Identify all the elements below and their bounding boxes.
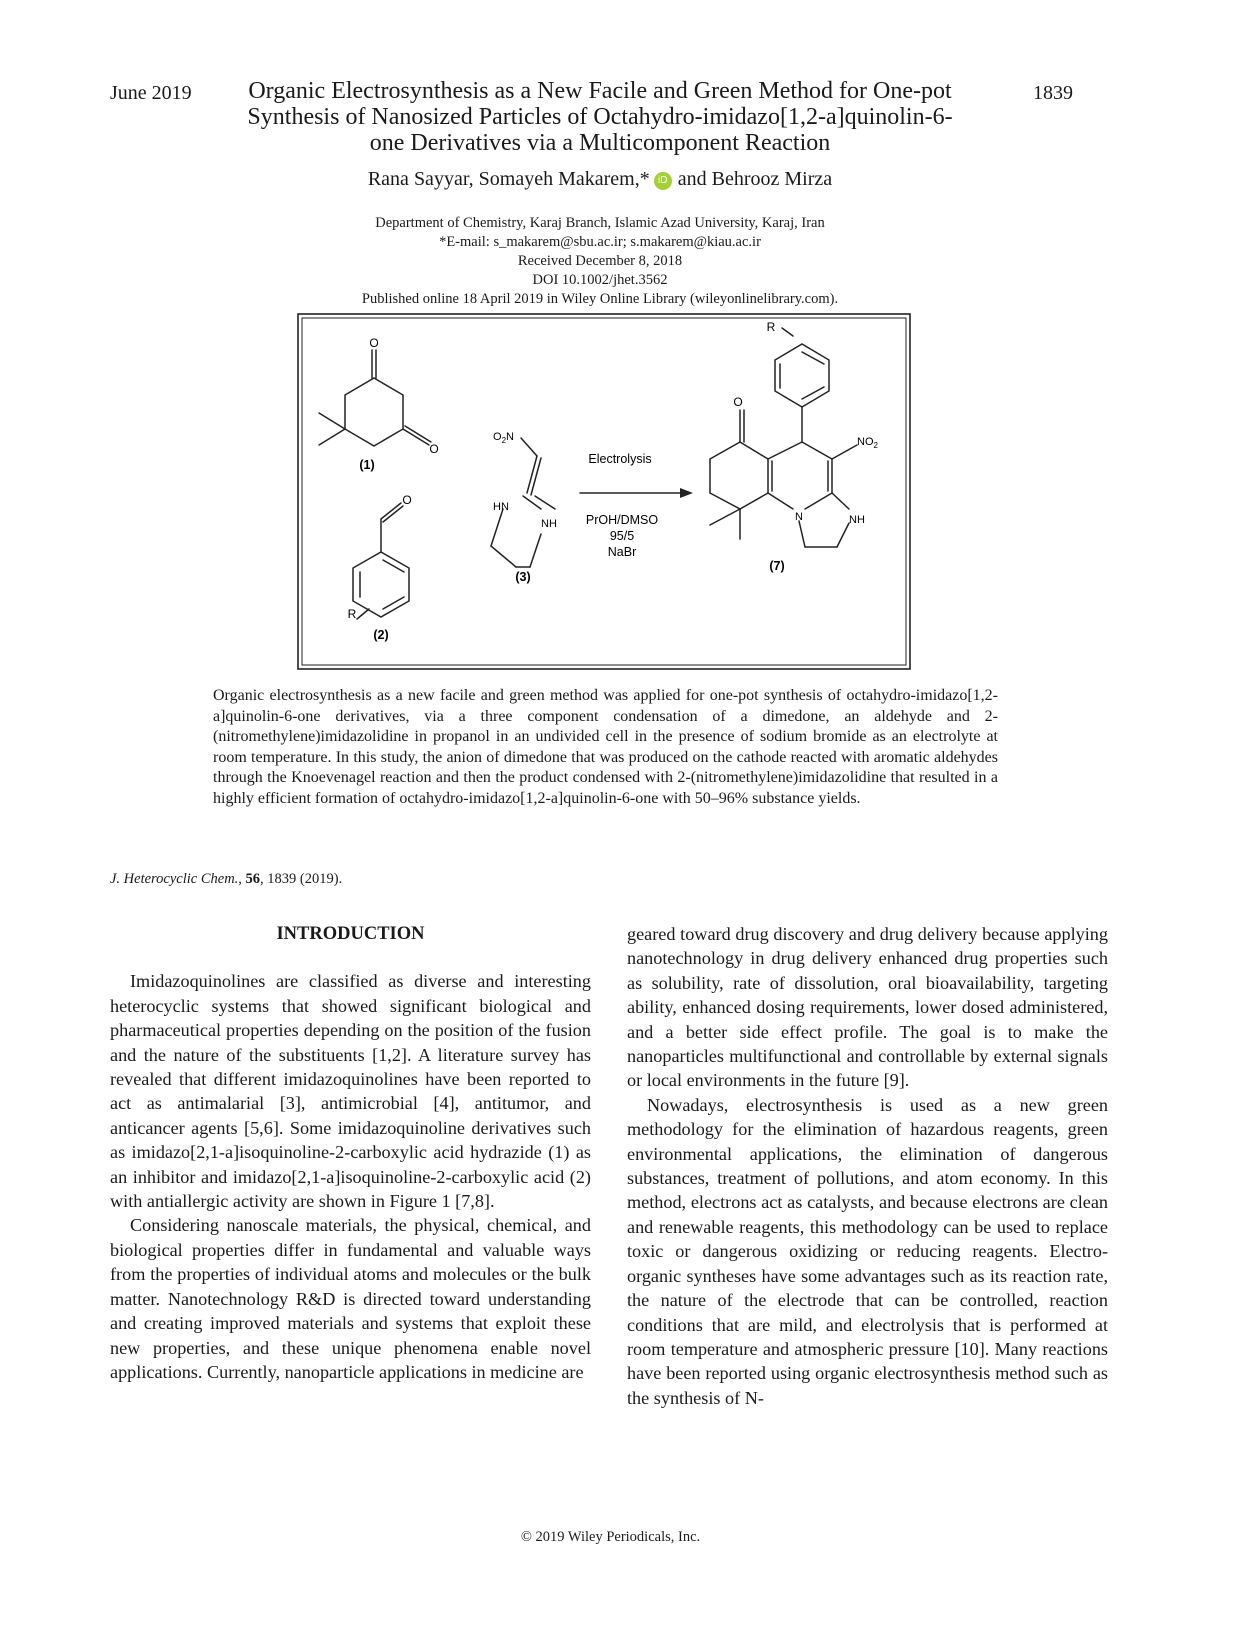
copyright-footer: © 2019 Wiley Periodicals, Inc. [520, 1529, 701, 1545]
atom-label: NH [541, 518, 557, 530]
atom-label: O [429, 442, 439, 456]
article-title: Organic Electrosynthesis as a New Facile and Green Method for One-pot Synthesis of Nanosized Particles of Octahydro-imidazo[1,2-a]quinolin-6-one Derivatives via a Multicomponent Reaction [247, 78, 953, 156]
arrow-condition: 95/5 [609, 529, 635, 543]
atom-label: N [795, 511, 803, 523]
nitro-group-label: $O_2N$ [493, 431, 514, 445]
paragraph: Nowadays, electrosynthesis is used as a new green methodology for the elimination of hazardous reagents, green environmental applications, the elimination of dangerous substances, treatment of pollutions, and atom economy. In this method, electrons act as catalysts, and because electrons are clean and renewable reagents, this methodology can be used to replace toxic or dangerous oxidizing or reducing reagents. Electro-organic syntheses have some advantages such as its reaction rate, the nature of the electrode that can be controlled, reaction conditions that are mild, and electrolysis that is performed at room temperature and atmospheric pressure [10]. Many reactions have been reported using organic electrosynthesis method such as the synthesis of N- [627, 1094, 1108, 1408]
paragraph: Imidazoquinolines are classified as diverse and interesting heterocyclic systems that showed significant biological and pharmaceutical properties depending on the position of the fusion and the nature of the substituents [1,2]. A literature survey has revealed that different imidazoquinolines have been reported to act as antimalarial [3], antimicrobial [4], antitumor, and anticancer agents [5,6]. Some imidazoquinoline derivatives such as imidazo[2,1-a]isoquinoline-2-carboxylic acid hydrazide (1) as an inhibitor and imidazo[2,1-a]isoquinoline-2-carboxylic acid (2) with antiallergic activity are shown in Figure 1 [7,8]. [110, 971, 591, 1212]
page-number: 1839 [1033, 82, 1073, 104]
header-date: June 2019 [110, 82, 192, 104]
volume: 56 [245, 871, 261, 887]
atom-label: O [369, 336, 379, 350]
compound-label: (3) [515, 570, 531, 584]
affiliation-block [200, 214, 1000, 309]
compound-label: (2) [373, 628, 389, 642]
body-column-right [627, 922, 1108, 1410]
arrow-condition: PrOH/DMSO [585, 513, 659, 527]
received-date: Received December 8, 2018 [517, 253, 683, 269]
paragraph: Considering nanoscale materials, the physical, chemical, and biological properties differ in fundamental and valuable ways from the properties of individual atoms and molecules or the bulk matter. Nanotechnology R&D is directed toward understanding and creating improved materials and systems that exploit these new properties, and these unique phenomena enable novel applications. Currently, nanoparticle applications in medicine are [110, 1215, 591, 1382]
substituent-label: R [766, 320, 776, 334]
author-line [235, 168, 965, 191]
atom-label: O [402, 493, 412, 507]
substituent-label: R [347, 607, 357, 621]
journal-citation: J. Heterocyclic Chem., 56, 1839 (2019). [110, 871, 343, 887]
arrow-reagent: Electrolysis [588, 452, 652, 466]
section-heading: INTRODUCTION [276, 924, 425, 944]
reaction-scheme [297, 313, 911, 670]
authors-last: and Behrooz Mirza [677, 168, 833, 190]
email-line: *E-mail: s_makarem@sbu.ac.ir; s.makarem@kiau.ac.ir [439, 234, 761, 250]
orcid-icon[interactable]: iD [654, 172, 672, 190]
arrow-condition: NaBr [607, 545, 637, 559]
atom-label: O [733, 395, 743, 409]
body-column-left [110, 922, 591, 1384]
compound-label: (1) [359, 458, 375, 472]
atom-label: HN [493, 501, 509, 513]
doi: DOI 10.1002/jhet.3562 [532, 272, 668, 288]
atom-label: NH [849, 514, 865, 526]
affiliation: Department of Chemistry, Karaj Branch, Islamic Azad University, Karaj, Iran [375, 215, 825, 231]
nitro-group-label: $NO_2$ [857, 436, 878, 450]
abstract: Organic electrosynthesis as a new facile and green method was applied for one-pot synthesis of octahydro-imidazo[1,2-a]quinolin-6-one derivatives, via a three component condensation of a dimedone, an aldehyde and 2-(nitromethylene)imidazolidine in propanol in an undivided cell in the presence of sodium bromide as an electrolyte at room temperature. In this study, the anion of dimedone that was produced on the cathode reacted with aromatic aldehydes through the Knoevenagel reaction and then the product condensed with 2-(nitromethylene)imidazolidine that resulted in a highly efficient formation of octahydro-imidazo[1,2-a]quinolin-6-one with 50–96% substance yields. [213, 687, 998, 807]
paragraph: geared toward drug discovery and drug delivery because applying nanotechnology in drug delivery enhanced drug properties such as solubility, rate of dissolution, oral bioavailability, targeting ability, enhanced dosing requirements, lower dosed administered, and a better side effect profile. The goal is to make the nanoparticles multifunctional and controllable by external signals or local environments in the future [9]. [627, 924, 1108, 1091]
journal-name: J. Heterocyclic Chem. [110, 871, 239, 887]
compound-label: (7) [769, 559, 785, 573]
publication-info: Published online 18 April 2019 in Wiley Online Library (wileyonlinelibrary.com). [361, 291, 839, 307]
citation-rest: , 1839 (2019). [260, 871, 343, 887]
authors-first: Rana Sayyar, Somayeh Makarem,* [367, 168, 650, 190]
